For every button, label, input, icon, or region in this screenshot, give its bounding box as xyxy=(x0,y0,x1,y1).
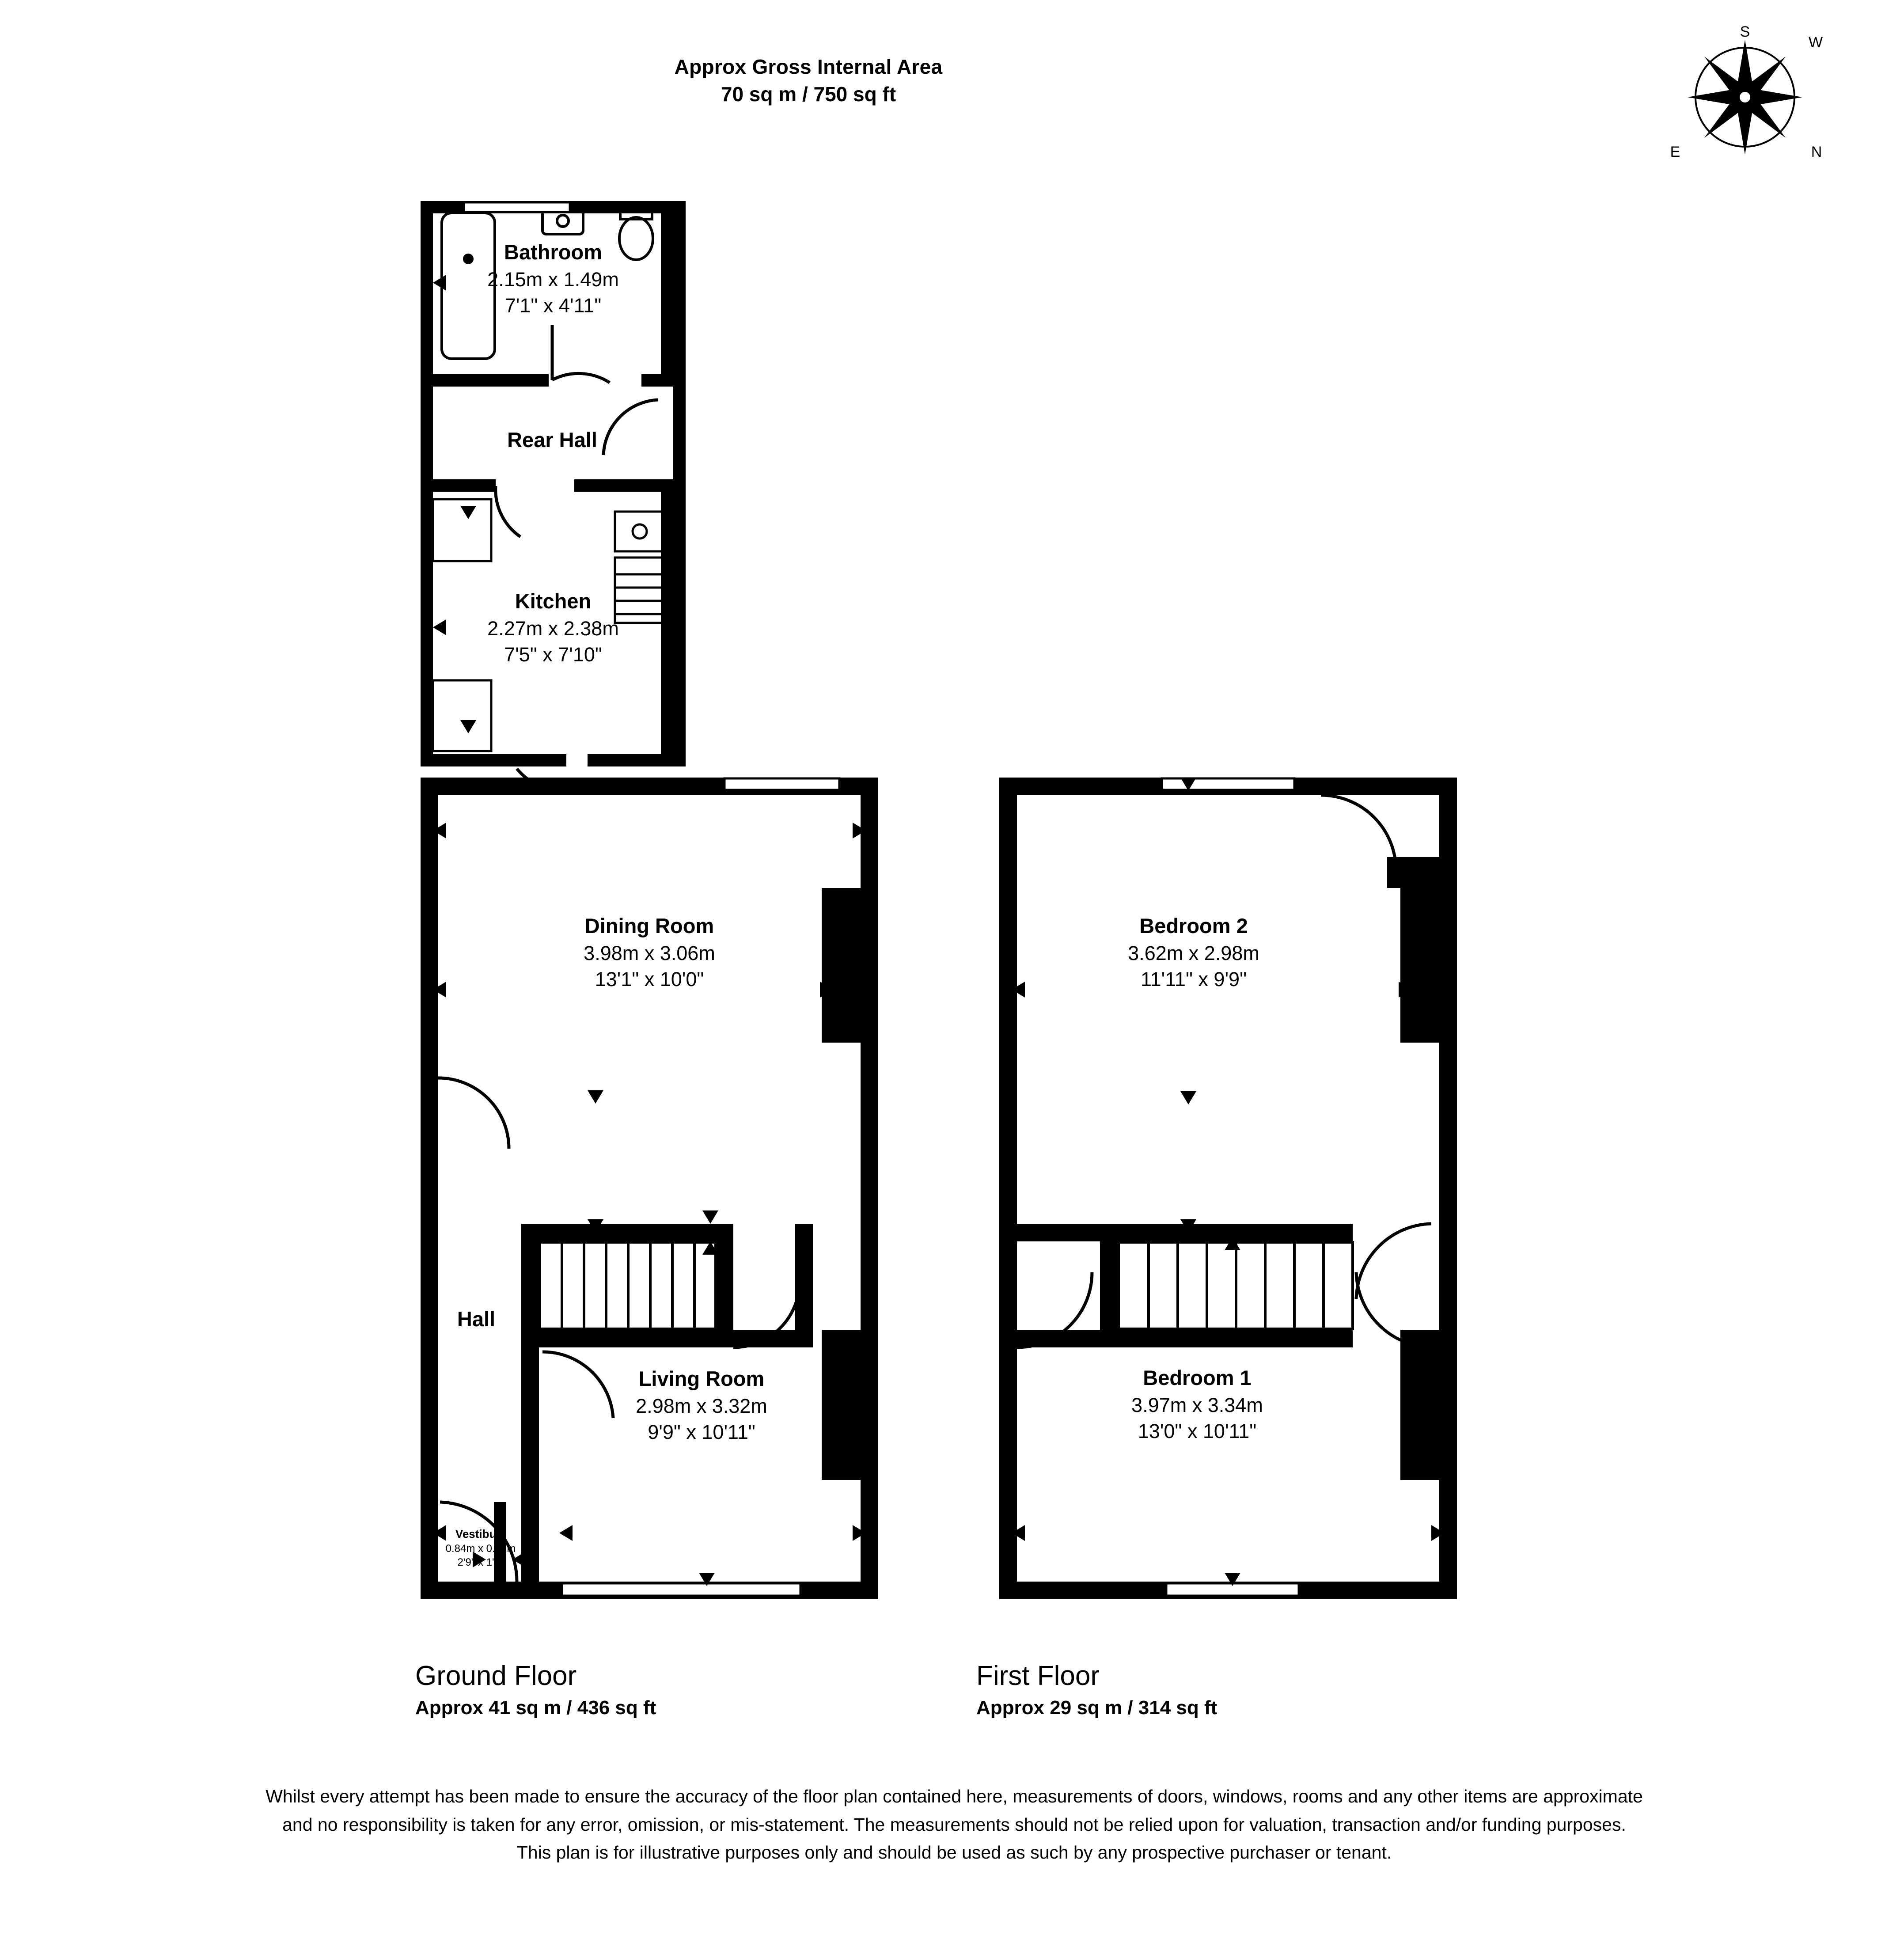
floor-title: Ground Floor xyxy=(415,1661,577,1691)
living-room-window xyxy=(562,1583,800,1596)
rear-hall-door-left xyxy=(496,486,520,537)
room-name: Hall xyxy=(457,1307,496,1331)
first-staircase xyxy=(1119,1242,1353,1329)
room-name: Vestibule xyxy=(455,1527,506,1540)
dining-room-door xyxy=(438,1078,509,1149)
room-label-rear-hall xyxy=(507,426,597,454)
ground-floor-caption xyxy=(415,1659,656,1723)
room-metric: 3.62m x 2.98m xyxy=(1128,941,1259,964)
compass-label-right: W xyxy=(1808,34,1823,51)
bathroom-door xyxy=(552,325,610,383)
room-imperial: 7'1" x 4'11" xyxy=(504,294,602,317)
bathroom-window xyxy=(464,202,570,212)
toilet-fixture xyxy=(619,207,653,260)
floor-area: Approx 41 sq m / 436 sq ft xyxy=(415,1696,656,1719)
room-label-kitchen xyxy=(487,588,619,668)
room-name: Dining Room xyxy=(584,914,714,937)
compass-label-left: E xyxy=(1670,144,1680,160)
bedroom2-door xyxy=(1321,795,1396,870)
room-imperial: 2'9" x 1'8" xyxy=(457,1556,504,1569)
room-imperial: 9'9" x 10'11" xyxy=(648,1421,755,1444)
room-metric: 0.84m x 0.52m xyxy=(445,1542,516,1555)
floor-title: First Floor xyxy=(976,1661,1100,1691)
room-label-bathroom xyxy=(487,239,619,319)
compass-label-top: S xyxy=(1740,24,1750,40)
living-room-door xyxy=(542,1352,613,1418)
rear-hall-door-right xyxy=(603,400,658,455)
compass-label-bottom: N xyxy=(1811,144,1822,160)
area-title: Approx Gross Internal Area xyxy=(674,55,943,78)
room-name: Bedroom 1 xyxy=(1143,1366,1252,1389)
ground-staircase xyxy=(540,1242,716,1329)
first-floor-plan xyxy=(999,778,1457,1599)
dining-room-window xyxy=(724,778,839,790)
room-name: Living Room xyxy=(638,1367,765,1390)
kitchen-sink-unit xyxy=(615,512,664,623)
ground-main-walls xyxy=(421,778,878,1599)
room-label-dining-room xyxy=(584,912,715,993)
room-name: Rear Hall xyxy=(507,428,597,452)
room-label-hall xyxy=(457,1305,495,1333)
room-name: Kitchen xyxy=(515,589,592,613)
room-label-living-room xyxy=(636,1365,767,1446)
room-label-bedroom-1 xyxy=(1131,1364,1263,1445)
dimension-arrows-first xyxy=(1012,778,1445,1586)
room-label-bedroom-2 xyxy=(1128,912,1259,993)
room-imperial: 7'5" x 7'10" xyxy=(504,643,602,666)
room-label-vestibule xyxy=(446,1526,516,1570)
first-main-walls xyxy=(999,778,1457,1599)
room-imperial: 11'11" x 9'9" xyxy=(1140,968,1247,991)
room-metric: 2.27m x 2.38m xyxy=(487,617,619,640)
bedroom1-door xyxy=(1356,1224,1431,1347)
room-imperial: 13'0" x 10'11" xyxy=(1138,1420,1257,1443)
room-imperial: 13'1" x 10'0" xyxy=(595,968,704,991)
room-metric: 2.15m x 1.49m xyxy=(487,268,619,291)
area-value: 70 sq m / 750 sq ft xyxy=(721,83,896,106)
room-metric: 3.98m x 3.06m xyxy=(584,941,715,964)
bath-fixture xyxy=(442,213,495,359)
room-metric: 2.98m x 3.32m xyxy=(636,1394,767,1417)
bedroom2-window xyxy=(1162,778,1294,790)
bedroom2-recess xyxy=(1387,857,1440,888)
room-name: Bathroom xyxy=(504,240,602,264)
room-name: Bedroom 2 xyxy=(1139,914,1248,937)
disclaimer-text: Whilst every attempt has been made to ensure the accuracy of the floor plan contained here, measurements of doors, windows, rooms and any other items are approximate and no responsibility is taken for any error, omission, or mis-statement. The measurements should not be relied upon for valuation, transaction and/or funding purposes. This plan is for illustrative purposes only and should be used as such by any prospective purchaser or tenant. xyxy=(265,1786,1643,1863)
floor-area: Approx 29 sq m / 314 sq ft xyxy=(976,1696,1217,1719)
first-floor-caption xyxy=(976,1659,1217,1723)
room-metric: 3.97m x 3.34m xyxy=(1131,1393,1263,1416)
